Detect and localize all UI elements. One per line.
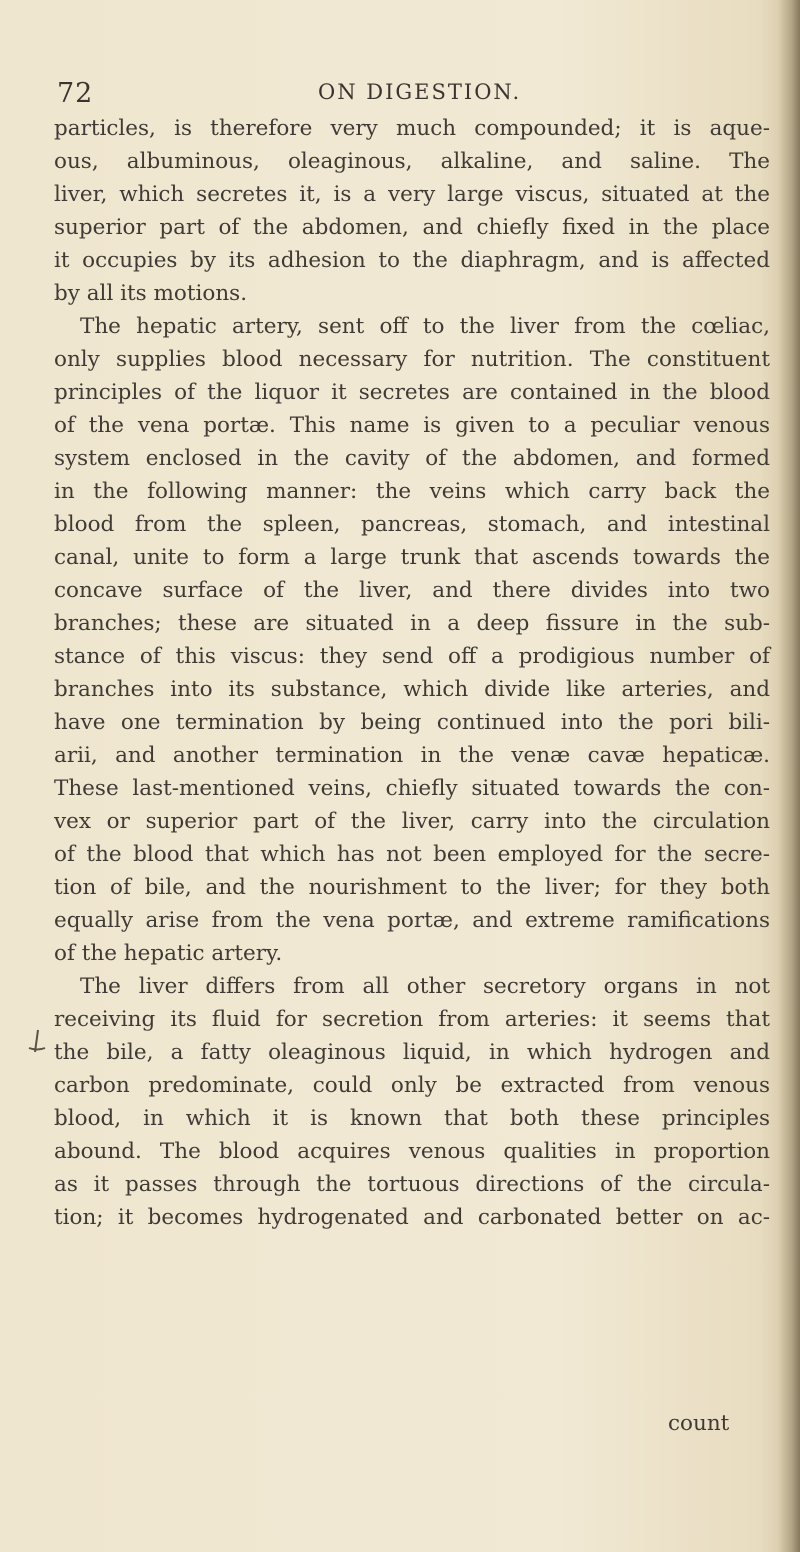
page-edge-shadow (778, 0, 800, 1552)
text-line: superior part of the abdomen, and chiefly fixed in the place (54, 215, 770, 240)
text-line: carbon predominate, could only be extracted from venous (54, 1073, 770, 1098)
text-line: tion; it becomes hydrogenated and carbonated better on ac- (54, 1205, 770, 1230)
text-line: tion of bile, and the nourishment to the liver; for they both (54, 875, 770, 900)
text-line: of the hepatic artery. (54, 941, 283, 966)
text-line: in the following manner: the veins which carry back the (54, 479, 770, 504)
text-line: These last-mentioned veins, chiefly situated towards the con- (54, 776, 770, 801)
text-line: branches into its substance, which divide like arteries, and (54, 677, 770, 702)
text-line: blood, in which it is known that both these principles (54, 1106, 770, 1131)
page-number: 72 (57, 78, 94, 109)
text-line: blood from the spleen, pancreas, stomach, and intestinal (54, 512, 770, 537)
text-line: the bile, a fatty oleaginous liquid, in which hydrogen and (54, 1040, 770, 1065)
text-line: arii, and another termination in the venæ cavæ hepaticæ. (54, 743, 770, 768)
text-line: as it passes through the tortuous directions of the circula- (54, 1172, 770, 1197)
running-head: ON DIGESTION. (318, 80, 522, 104)
text-line: of the blood that which has not been employed for the secre- (54, 842, 770, 867)
text-line: receiving its fluid for secretion from arteries: it seems that (54, 1007, 770, 1032)
text-line: system enclosed in the cavity of the abdomen, and formed (54, 446, 770, 471)
text-line: vex or superior part of the liver, carry into the circulation (54, 809, 770, 834)
text-line: have one termination by being continued into the pori bili- (54, 710, 770, 735)
text-line: by all its motions. (54, 281, 248, 306)
margin-mark-icon (26, 1028, 48, 1058)
text-line: only supplies blood necessary for nutrition. The constituent (54, 347, 770, 372)
text-line: principles of the liquor it secretes are contained in the blood (54, 380, 770, 405)
text-line: canal, unite to form a large trunk that ascends towards the (54, 545, 770, 570)
catchword: count (668, 1411, 730, 1436)
text-line: particles, is therefore very much compounded; it is aque- (54, 116, 770, 141)
text-line: stance of this viscus: they send off a prodigious number of (54, 644, 770, 669)
text-line: abound. The blood acquires venous qualities in proportion (54, 1139, 770, 1164)
text-line: The hepatic artery, sent off to the liver from the cœliac, (80, 314, 770, 339)
text-line: equally arise from the vena portæ, and extreme ramifications (54, 908, 770, 933)
body-text (54, 112, 770, 1234)
text-line: of the vena portæ. This name is given to a peculiar venous (54, 413, 770, 438)
text-line: liver, which secretes it, is a very large viscus, situated at the (54, 182, 770, 207)
text-line: branches; these are situated in a deep fissure in the sub- (54, 611, 770, 636)
text-line: The liver differs from all other secretory organs in not (80, 974, 770, 999)
text-line: ous, albuminous, oleaginous, alkaline, and saline. The (54, 149, 770, 174)
text-line: concave surface of the liver, and there divides into two (54, 578, 770, 603)
text-line: it occupies by its adhesion to the diaphragm, and is affected (54, 248, 770, 273)
